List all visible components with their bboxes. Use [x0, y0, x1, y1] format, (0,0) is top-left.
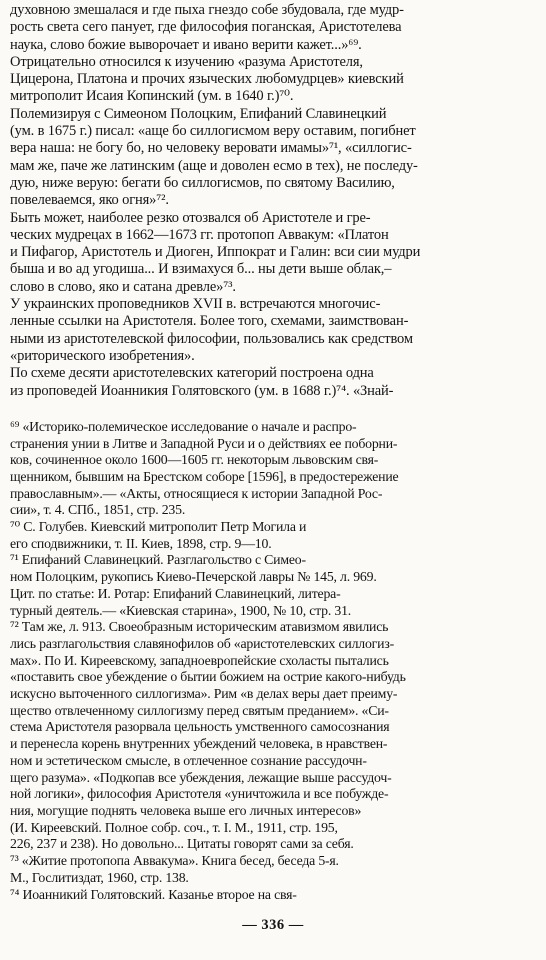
footnote-line: М., Гослитиздат, 1960, стр. 138.: [10, 869, 189, 885]
footnote-line: мах». По И. Киреевскому, западноевропейские схоласты пытались: [10, 652, 389, 668]
footnote-line: ⁷¹ Епифаний Славинецкий. Разглагольство с Симео-: [10, 552, 306, 568]
footnote-line: Цит. по статье: И. Ротар: Епифаний Славинецкий, литера-: [10, 585, 341, 601]
footnote-line: ном Полоцким, рукопись Киево-Печерской лавры № 145, л. 969.: [10, 569, 377, 585]
text-line: ленные ссылки на Аристотеля. Более того, схемами, заимствован-: [10, 313, 409, 330]
text-line: митрополит Исаия Копинский (ум. в 1640 г.)⁷⁰.: [10, 88, 294, 105]
footnote-line: ⁷⁴ Иоанникий Голятовский. Казанье второе на свя-: [10, 886, 297, 902]
text-line: из проповедей Иоанникия Голятовского (ум. в 1688 г.)⁷⁴. «Знай-: [10, 382, 394, 399]
main-text: [10, 2, 538, 400]
footnote-line: лись разглагольствия славянофилов об «аристотелевских силлогиз-: [10, 635, 394, 651]
footnote-line: «поставить свое убеждение о бытии божием на острие какого-нибудь: [10, 669, 406, 685]
footnote-line: стема Аристотеля разорвала цельность умственного самосознания: [10, 719, 390, 735]
footnote-line: 226, 237 и 238). Но довольно... Цитаты говорят сами за себя.: [10, 836, 354, 852]
footnote-line: и перенесла корень внутренних убеждений человека, в нравствен-: [10, 736, 388, 752]
footnote-line: щество отвлеченному силлогизму перед святым преданием». «Си-: [10, 702, 389, 718]
footnote-line: ⁷² Там же, л. 913. Своеобразным историческим атавизмом явились: [10, 619, 389, 635]
footnote-line: православным».— «Акты, относящиеся к истории Западной Рос-: [10, 485, 383, 501]
footnote-line: (И. Киреевский. Полное собр. соч., т. I. М., 1911, стр. 195,: [10, 819, 338, 835]
text-line: духовною змешалася и где пыха гнездо собе збудовала, где мудр-: [10, 2, 404, 18]
footnote-line: щенником, бывшим на Брестском соборе [1596], в предостережение: [10, 468, 399, 484]
text-line: Быть может, наиболее резко отозвался об Аристотеле и гре-: [10, 209, 371, 226]
text-line: наука, слово божие выворочает и ивано верити кажет...»⁶⁹.: [10, 36, 362, 53]
text-line: дую, ниже верую: бегати бо силлогисмов, по святому Василию,: [10, 174, 395, 191]
text-line: быша и во ад угодиша... И взимахуся б... ны дети выше облак,–: [10, 261, 392, 278]
text-line: ческих мудрецах в 1662—1673 гг. протопоп Аввакум: «Платон: [10, 226, 389, 243]
footnote-line: ⁶⁹ «Историко-полемическое исследование о начале и распро-: [10, 418, 357, 434]
text-line: Полемизируя с Симеоном Полоцким, Епифаний Славинецкий: [10, 105, 387, 122]
footnote-line: сии», т. 4. СПб., 1851, стр. 235.: [10, 502, 186, 518]
footnote-line: ном и эстетическом смысле, в отлеченное сознание рассудочн-: [10, 752, 367, 768]
footnote-line: его сподвижники, т. II. Киев, 1898, стр. 9—10.: [10, 535, 272, 551]
footnote-line: щего разума». «Подкопав все убеждения, лежащие выше рассудоч-: [10, 769, 392, 785]
text-line: слово в слово, яко и сатана древле»⁷³.: [10, 278, 236, 295]
text-line: По схеме десяти аристотелевских категорий построена одна: [10, 365, 374, 382]
text-line: мам же, паче же латинским (аще и доволен есмо в тех), не последу-: [10, 157, 418, 174]
text-line: «риторического изобретения».: [10, 347, 195, 364]
footnote-line: турный деятель.— «Киевская старина», 1900, № 10, стр. 31.: [10, 602, 352, 618]
text-line: ными из аристотелевской философии, пользовались как средством: [10, 330, 413, 347]
text-line: рость света сего панует, где философия поганская, Аристотелева: [10, 19, 402, 36]
footnotes: [10, 419, 538, 903]
footnote-line: ⁷⁰ С. Голубев. Киевский митрополит Петр Могила и: [10, 519, 307, 535]
text-line: Отрицательно относился к изучению «разума Аристотеля,: [10, 53, 363, 70]
footnote-line: ков, сочиненное около 1600—1605 гг. некоторым львовским свя-: [10, 452, 379, 468]
text-line: (ум. в 1675 г.) писал: «аще бо силлогисмом веру оставим, погибнет: [10, 123, 416, 140]
text-line: У украинских проповедников XVII в. встречаются многочис-: [10, 296, 381, 313]
footnote-line: странения унии в Литве и Западной Руси и о действиях ее поборни-: [10, 435, 398, 451]
book-page: [0, 2, 546, 960]
text-line: Цицерона, Платона и прочих языческих любомудрцев» киевский: [10, 71, 404, 88]
page-number: — 336 —: [242, 917, 304, 933]
text-line: повелеваемся, яко огня»⁷².: [10, 192, 169, 209]
text-line: вера наша: не богу бо, но человеку веровати имамы»⁷¹, «силлогис-: [10, 140, 412, 157]
text-line: и Пифагор, Аристотель и Диоген, Иппократ и Галин: вси сии мудри: [10, 244, 421, 261]
footnote-line: ⁷³ «Житие протопопа Аввакума». Книга бесед, беседа 5-я.: [10, 853, 339, 869]
footnote-line: искусно выточенного силлогизма». Рим «в делах веры дает преиму-: [10, 686, 398, 702]
footnote-line: ной логики», философия Аристотеля «уничтожила и все побужде-: [10, 786, 389, 802]
footnote-line: ния, могущие поднять человека выше его личных интересов»: [10, 803, 362, 818]
